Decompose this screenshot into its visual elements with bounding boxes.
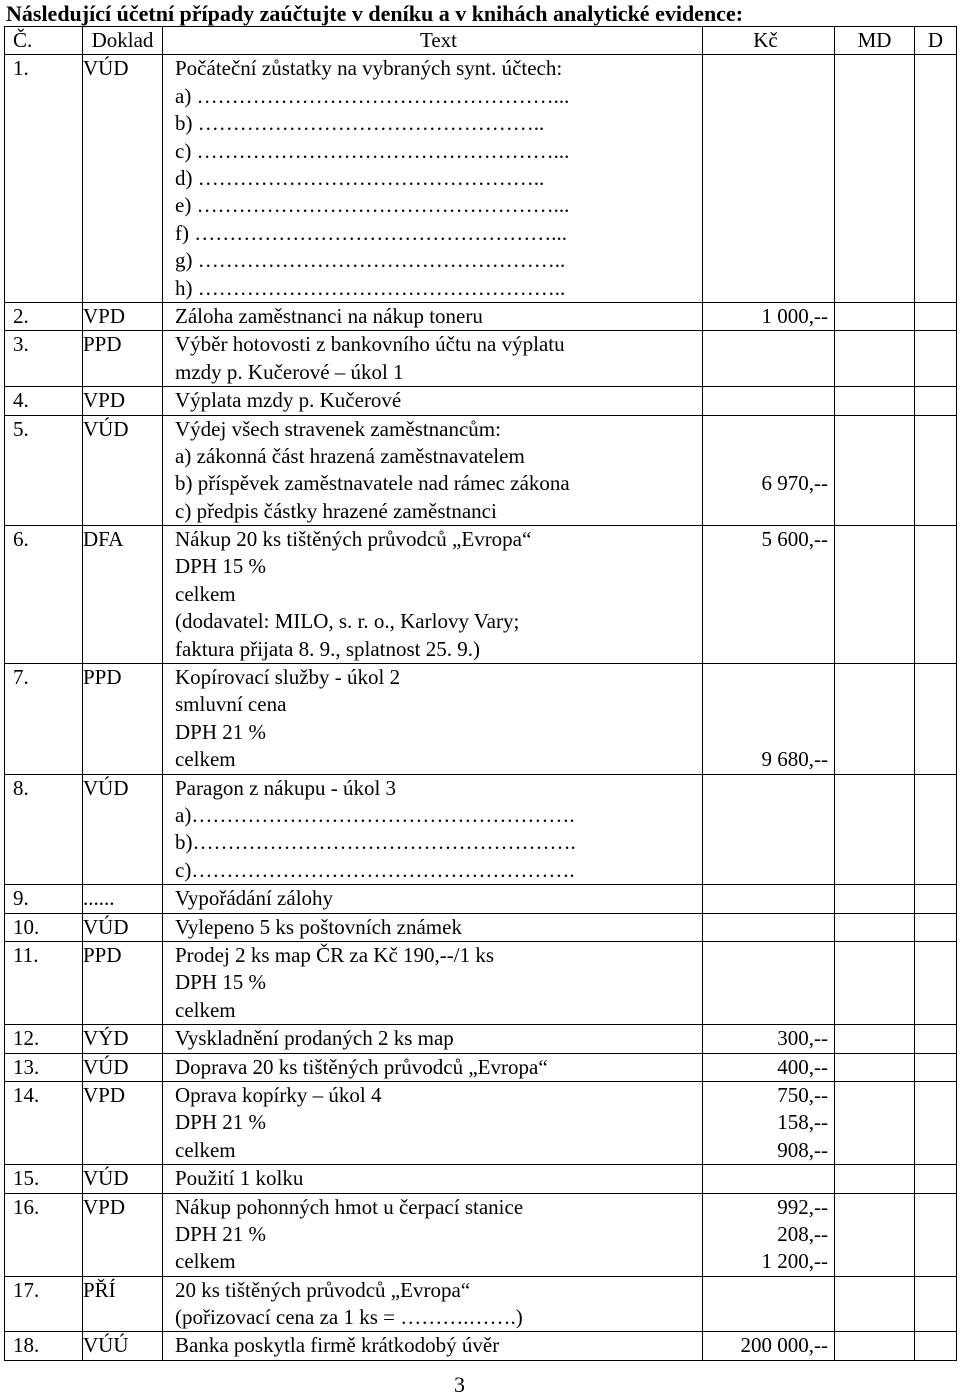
row-document-type: VÚD — [83, 415, 163, 526]
row-d-account[interactable] — [915, 1165, 957, 1193]
header-text: Text — [163, 27, 703, 55]
row-md-account[interactable] — [835, 526, 915, 664]
table-row — [5, 1193, 957, 1276]
row-text-line: (dodavatel: MILO, s. r. o., Karlovy Vary; — [175, 609, 520, 634]
row-d-account[interactable] — [915, 331, 957, 387]
row-amount-line — [703, 1277, 828, 1304]
row-text-line: celkem — [175, 1249, 236, 1274]
row-text-line: Prodej 2 ks map ČR za Kč 190,--/1 ks — [175, 942, 495, 967]
row-text — [163, 55, 703, 303]
row-number: 6. — [5, 526, 83, 664]
row-text-line: Výdej všech stravenek zaměstnancům: — [175, 416, 501, 441]
row-text-line: Výběr hotovosti z bankovního účtu na výplatu — [175, 332, 565, 357]
row-amount-line: 208,-- — [777, 1221, 828, 1246]
row-text-line: Nákup 20 ks tištěných průvodců „Evropa“ — [175, 527, 532, 552]
row-amount-line: 400,-- — [777, 1054, 828, 1079]
row-text-line: Záloha zaměstnanci na nákup toneru — [175, 303, 483, 328]
row-amount-line — [703, 416, 828, 443]
row-amount-line: 200 000,-- — [740, 1333, 828, 1358]
row-text-line: celkem — [175, 581, 236, 606]
row-text-line: DPH 15 % — [175, 554, 267, 579]
row-amount-line — [703, 331, 828, 358]
row-amount-line — [703, 664, 828, 691]
row-text-line: Paragon z nákupu - úkol 3 — [175, 775, 397, 800]
row-text — [163, 913, 703, 941]
row-text-line: g) …………………………………………….. — [175, 248, 566, 273]
row-text-line: Použití 1 kolku — [175, 1166, 304, 1191]
row-amount-line — [703, 691, 828, 718]
row-document-type: VÚD — [83, 55, 163, 303]
table-row — [5, 1276, 957, 1332]
row-text-line: 20 ks tištěných průvodců „Evropa“ — [175, 1277, 471, 1302]
row-amount-line: 5 600,-- — [761, 527, 828, 552]
row-md-account[interactable] — [835, 1193, 915, 1276]
row-md-account[interactable] — [835, 913, 915, 941]
row-number: 7. — [5, 664, 83, 775]
row-amount-line: 750,-- — [777, 1082, 828, 1107]
row-d-account[interactable] — [915, 941, 957, 1024]
row-document-type: VÝD — [83, 1025, 163, 1053]
row-text — [163, 1276, 703, 1332]
row-document-type: VPD — [83, 302, 163, 330]
row-amount — [703, 1276, 835, 1332]
table-row — [5, 55, 957, 303]
row-amount — [703, 1081, 835, 1164]
row-d-account[interactable] — [915, 1332, 957, 1360]
row-text — [163, 526, 703, 664]
row-d-account[interactable] — [915, 664, 957, 775]
table-header-row — [5, 27, 957, 55]
row-text — [163, 1193, 703, 1276]
row-amount-line — [703, 942, 828, 969]
row-d-account[interactable] — [915, 387, 957, 415]
row-document-type: PŘÍ — [83, 1276, 163, 1332]
table-row — [5, 1332, 957, 1360]
row-text-line: celkem — [175, 747, 236, 772]
transactions-table — [4, 26, 957, 1361]
row-amount-line — [703, 914, 828, 941]
row-text-line: a) zákonná část hrazená zaměstnavatelem — [175, 443, 525, 468]
row-amount-line: 1 000,-- — [761, 303, 828, 328]
row-text — [163, 415, 703, 526]
header-d: D — [915, 27, 957, 55]
row-number: 5. — [5, 415, 83, 526]
table-row — [5, 913, 957, 941]
row-number: 18. — [5, 1332, 83, 1360]
row-text-line: smluvní cena — [175, 692, 287, 717]
table-row — [5, 885, 957, 913]
row-document-type: VÚÚ — [83, 1332, 163, 1360]
row-md-account[interactable] — [835, 387, 915, 415]
row-number: 15. — [5, 1165, 83, 1193]
header-md: MD — [835, 27, 915, 55]
row-text-line: Doprava 20 ks tištěných průvodců „Evropa“ — [175, 1054, 548, 1079]
table-row — [5, 387, 957, 415]
row-text — [163, 1165, 703, 1193]
row-d-account[interactable] — [915, 774, 957, 885]
row-text-line: Kopírovací služby - úkol 2 — [175, 665, 401, 690]
row-amount-line: 300,-- — [777, 1026, 828, 1051]
row-document-type: VÚD — [83, 1053, 163, 1081]
row-text-line: c) předpis částky hrazené zaměstnanci — [175, 498, 497, 523]
row-text — [163, 302, 703, 330]
row-number: 13. — [5, 1053, 83, 1081]
row-text — [163, 941, 703, 1024]
row-md-account[interactable] — [835, 1081, 915, 1164]
row-d-account[interactable] — [915, 526, 957, 664]
row-amount-line: 1 200,-- — [761, 1249, 828, 1274]
row-text — [163, 774, 703, 885]
row-text-line: DPH 15 % — [175, 970, 267, 995]
row-amount-line — [703, 775, 828, 802]
row-document-type: PPD — [83, 941, 163, 1024]
row-number: 12. — [5, 1025, 83, 1053]
row-number: 8. — [5, 774, 83, 885]
row-text-line: Oprava kopírky – úkol 4 — [175, 1082, 382, 1107]
row-md-account[interactable] — [835, 1053, 915, 1081]
row-amount-line — [703, 498, 828, 525]
row-md-account[interactable] — [835, 941, 915, 1024]
row-md-account[interactable] — [835, 415, 915, 526]
row-text — [163, 885, 703, 913]
row-d-account[interactable] — [915, 1193, 957, 1276]
row-document-type: DFA — [83, 526, 163, 664]
table-row — [5, 1025, 957, 1053]
table-row — [5, 1165, 957, 1193]
row-d-account[interactable] — [915, 55, 957, 303]
table-row — [5, 526, 957, 664]
row-text-line: Vypořádání zálohy — [175, 886, 334, 911]
row-number: 14. — [5, 1081, 83, 1164]
row-text — [163, 1025, 703, 1053]
row-amount-line — [703, 443, 828, 470]
row-number: 2. — [5, 302, 83, 330]
row-amount-line: 9 680,-- — [761, 747, 828, 772]
row-amount-line — [703, 885, 828, 912]
row-number: 17. — [5, 1276, 83, 1332]
row-text — [163, 331, 703, 387]
row-amount — [703, 1053, 835, 1081]
row-text — [163, 1053, 703, 1081]
row-number: 4. — [5, 387, 83, 415]
row-md-account[interactable] — [835, 885, 915, 913]
row-document-type: VPD — [83, 387, 163, 415]
row-amount — [703, 526, 835, 664]
row-md-account[interactable] — [835, 1025, 915, 1053]
row-text-line: Vyskladnění prodaných 2 ks map — [175, 1026, 454, 1051]
row-amount — [703, 1193, 835, 1276]
row-d-account[interactable] — [915, 1025, 957, 1053]
row-d-account[interactable] — [915, 913, 957, 941]
table-row — [5, 415, 957, 526]
row-md-account[interactable] — [835, 774, 915, 885]
row-text-line: Nákup pohonných hmot u čerpací stanice — [175, 1194, 524, 1219]
row-text-line: a)………………………………………………. — [175, 802, 575, 827]
page-number: 3 — [454, 1372, 465, 1397]
row-amount-line: 908,-- — [777, 1137, 828, 1162]
row-text-line: h) …………………………………………….. — [175, 275, 566, 300]
row-text-line: (pořizovací cena za 1 ks = ……….…….) — [175, 1305, 523, 1330]
row-document-type: ...... — [83, 885, 163, 913]
row-d-account[interactable] — [915, 415, 957, 526]
row-amount — [703, 1165, 835, 1193]
row-text-line: c) ……………………………………………... — [175, 138, 570, 163]
row-amount — [703, 302, 835, 330]
row-document-type: VPD — [83, 1081, 163, 1164]
row-text-line: DPH 21 % — [175, 1110, 267, 1135]
row-d-account[interactable] — [915, 302, 957, 330]
row-text-line: DPH 21 % — [175, 1221, 267, 1246]
row-text-line: b) příspěvek zaměstnavatele nad rámec zákona — [175, 471, 570, 496]
row-amount — [703, 1025, 835, 1053]
row-text-line: c)………………………………………………. — [175, 857, 575, 882]
row-document-type: PPD — [83, 331, 163, 387]
row-d-account[interactable] — [915, 885, 957, 913]
row-amount-line: 158,-- — [777, 1110, 828, 1135]
row-text-line: Vylepeno 5 ks poštovních známek — [175, 914, 462, 939]
row-md-account[interactable] — [835, 331, 915, 387]
row-md-account[interactable] — [835, 664, 915, 775]
row-text-line: faktura přijata 8. 9., splatnost 25. 9.) — [175, 636, 481, 661]
row-d-account[interactable] — [915, 1053, 957, 1081]
row-md-account[interactable] — [835, 1276, 915, 1332]
row-document-type: PPD — [83, 664, 163, 775]
row-text-line: a) ……………………………………………... — [175, 83, 570, 108]
row-document-type: VÚD — [83, 913, 163, 941]
row-md-account[interactable] — [835, 1332, 915, 1360]
row-amount — [703, 885, 835, 913]
row-text-line: mzdy p. Kučerové – úkol 1 — [175, 359, 404, 384]
header-kc: Kč — [703, 27, 835, 55]
row-text-line: d) ………………………………………….. — [175, 165, 545, 190]
table-row — [5, 1053, 957, 1081]
row-amount-line — [703, 387, 828, 414]
row-text-line: Počáteční zůstatky na vybraných synt. účtech: — [175, 56, 563, 81]
row-amount-line: 6 970,-- — [761, 471, 828, 496]
row-number: 9. — [5, 885, 83, 913]
row-number: 3. — [5, 331, 83, 387]
header-no: Č. — [5, 27, 83, 55]
row-document-type: VÚD — [83, 1165, 163, 1193]
row-amount — [703, 941, 835, 1024]
row-amount — [703, 331, 835, 387]
table-row — [5, 1081, 957, 1164]
row-amount — [703, 1332, 835, 1360]
row-text-line: Banka poskytla firmě krátkodobý úvěr — [175, 1333, 500, 1358]
row-text-line: f) ……………………………………………... — [175, 220, 567, 245]
table-row — [5, 774, 957, 885]
row-amount-line — [703, 1165, 828, 1192]
row-text — [163, 1332, 703, 1360]
row-d-account[interactable] — [915, 1276, 957, 1332]
row-text-line: b)………………………………………………. — [175, 830, 576, 855]
row-md-account[interactable] — [835, 302, 915, 330]
row-document-type: VPD — [83, 1193, 163, 1276]
row-text-line: Výplata mzdy p. Kučerové — [175, 388, 402, 413]
table-row — [5, 664, 957, 775]
row-amount-line — [703, 719, 828, 746]
row-number: 1. — [5, 55, 83, 303]
row-text-line: e) ……………………………………………... — [175, 193, 570, 218]
exercise-heading: Následující účetní případy zaúčtujte v deníku a v knihách analytické evidence: — [6, 1, 744, 26]
table-row — [5, 302, 957, 330]
row-amount-line: 992,-- — [777, 1194, 828, 1219]
table-row — [5, 331, 957, 387]
row-amount — [703, 387, 835, 415]
table-row — [5, 941, 957, 1024]
row-md-account[interactable] — [835, 1165, 915, 1193]
row-amount — [703, 664, 835, 775]
row-amount — [703, 913, 835, 941]
row-text — [163, 1081, 703, 1164]
row-text — [163, 387, 703, 415]
row-text-line: b) ………………………………………….. — [175, 111, 545, 136]
row-text-line: celkem — [175, 1137, 236, 1162]
row-text — [163, 664, 703, 775]
row-amount — [703, 55, 835, 303]
row-amount-line — [703, 55, 828, 82]
row-text-line: celkem — [175, 997, 236, 1022]
row-number: 11. — [5, 941, 83, 1024]
row-d-account[interactable] — [915, 1081, 957, 1164]
row-number: 16. — [5, 1193, 83, 1276]
row-text-line: DPH 21 % — [175, 719, 267, 744]
row-md-account[interactable] — [835, 55, 915, 303]
header-doklad: Doklad — [83, 27, 163, 55]
row-document-type: VÚD — [83, 774, 163, 885]
row-number: 10. — [5, 913, 83, 941]
row-amount — [703, 415, 835, 526]
row-amount — [703, 774, 835, 885]
